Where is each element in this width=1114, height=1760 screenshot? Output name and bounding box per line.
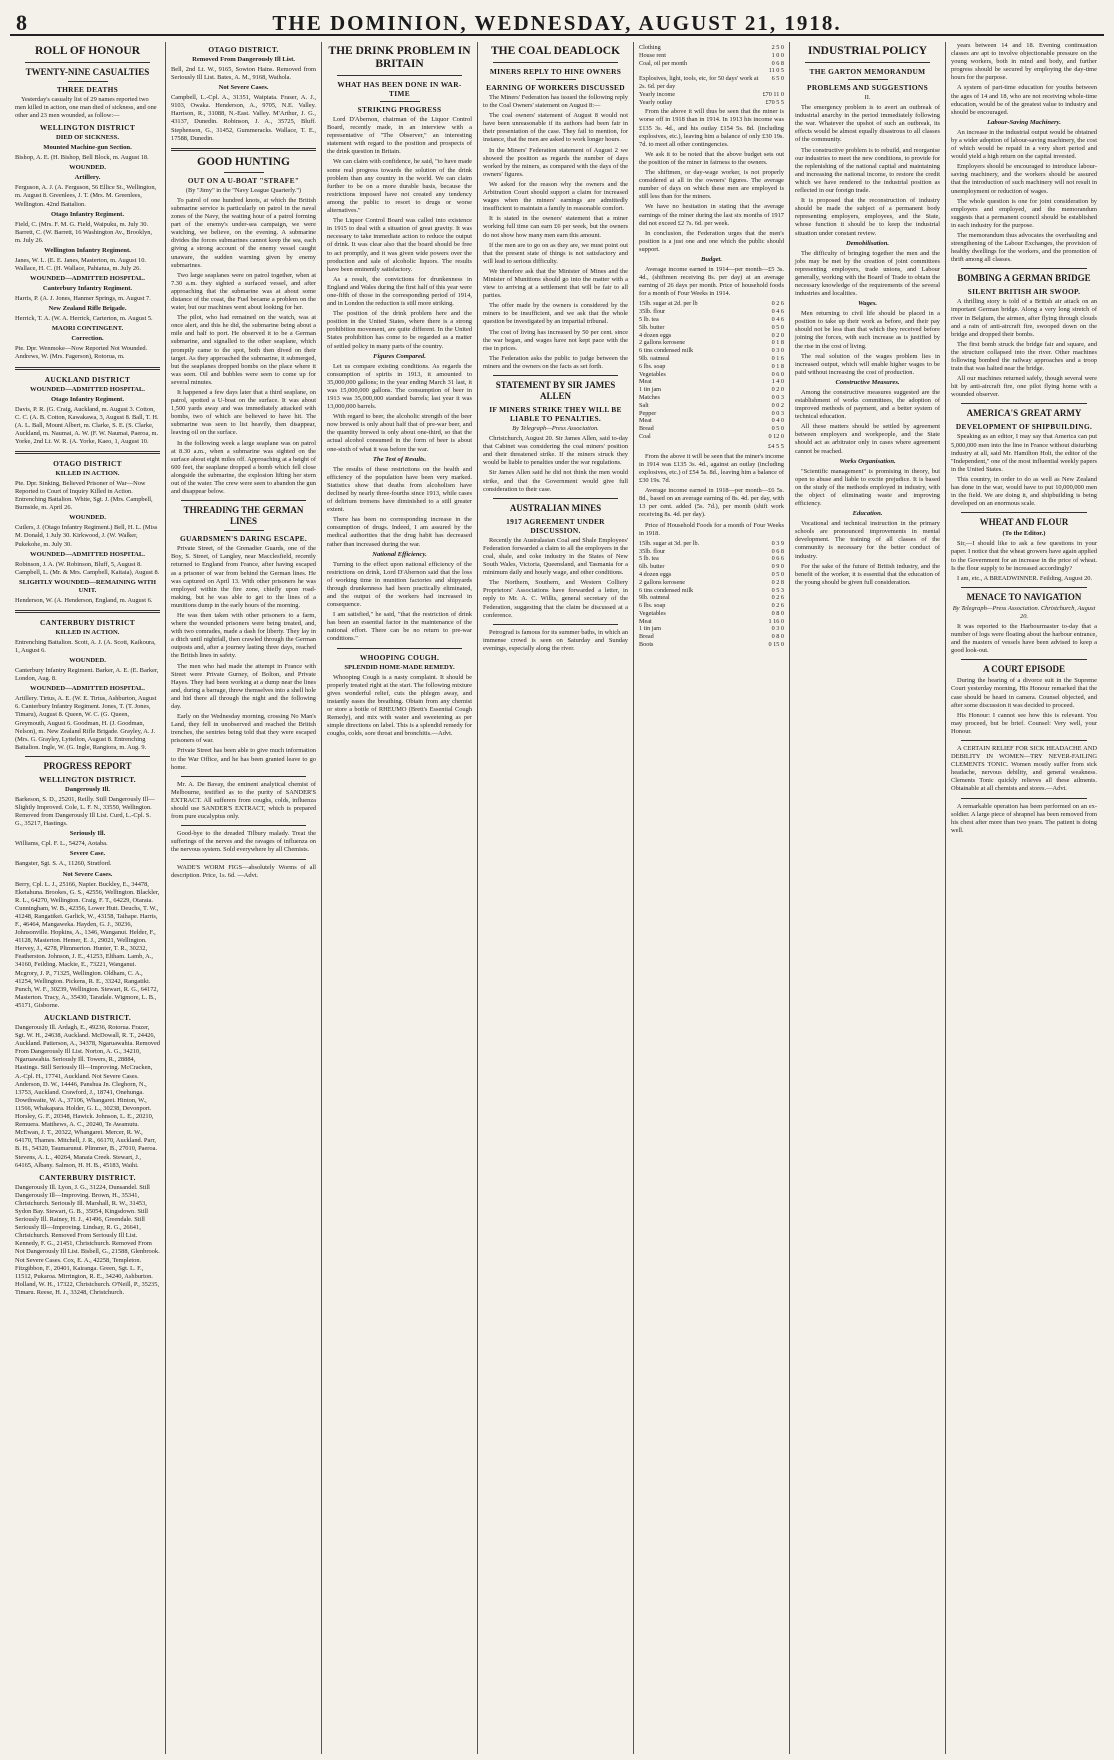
page-number: 8 <box>16 10 27 35</box>
budget-table-1918 <box>639 540 784 649</box>
table-amount: £70 5 5 <box>765 98 784 106</box>
table-item: House rent <box>639 51 666 59</box>
casualty-entry: Herrick, T. A. (W. A. Herrick, Carterton, m. August 5. <box>15 315 153 323</box>
article-paragraph: A thrilling story is told of a British air attack on an important German bridge. Along a very long stretch of river in Belgium, the airmen, after flying through clouds and a rain of anti-aircraft fire, swooped down on the bridge and dropped their bombs. <box>951 298 1097 338</box>
casualty-entry: Entrenching Battalion. Scott, A. J. (A. Scott, Kaikoura, 1, August 6. <box>15 638 156 654</box>
article-paragraph: From the above it will thus be seen that the miner is worse off in 1918 than in 1914. In 1913 his income was £135 3s. 4d., and his outlay £154 5s. 8d. (including explosives, etc.), leaving him a balance of only £30 19s. 7d. to meet all other contingencies. <box>639 108 784 148</box>
article-paragraph: The real solution of the wages problem lies in increased output, which will enable higher wages to be paid without increasing the cost of production. <box>795 352 940 376</box>
table-item: Coal <box>639 432 651 440</box>
table-row <box>639 52 784 60</box>
progress-entry: Bangster, Sgt. S. A., 11260, Stratford. <box>15 860 112 868</box>
table-amount: 0 3 9 <box>771 539 784 547</box>
article-paragraph: Lord D'Abernon, chairman of the Liquor Control Board, recently made, in an interview with a representative of "The Observer," an interesting statement with regard to the position and prospects of the drink question in Britain. <box>327 116 472 156</box>
district-heading: AUCKLAND DISTRICT <box>44 374 131 384</box>
table-row <box>639 579 784 587</box>
table-item: Bread <box>639 425 654 433</box>
columns <box>10 42 1104 1754</box>
table-row <box>639 587 784 595</box>
table-amount: 2 5 0 <box>771 44 784 51</box>
article-paragraph: Sir James Allen said he did not think the men would strike, and that the Government would give full consideration to their case. <box>483 469 628 493</box>
table-item: Meat <box>639 617 652 625</box>
article-paragraph: I am, etc., A BREADWINNER. Feilding, August 20. <box>957 574 1093 582</box>
advertisement: Mr. A. De Bavay, the eminent analytical chemist of Melbourne, testified as to the purity of SANDER'S EXTRACT. All sufferers from coughs, colds, influenza should use SANDER'S EXTRACT, which is prepared from pure eucalyptus only. <box>171 780 316 821</box>
article-paragraph: If the men are to go on as they are, we must point out that the present state of things is not satisfactory and will lead to serious difficulty. <box>483 241 628 265</box>
table-amount: 0 2 6 <box>771 300 784 308</box>
article-paragraph: Two large seaplanes were on patrol together, when at 7.30 a.m. they sighted a surfaced vessel, and after approaching that the submarine was at about some distance of the coast, the Fuel became a problem on the water, but our machines went about looking for her. <box>171 271 316 312</box>
casualty-entry: Robinson, J. A. (W. Robinson, Bluff, 5, August 8. Campbell, L. (Mr. & Mrs. Campbell, Kaitaia), August 8. <box>15 560 160 576</box>
column-6: INDUSTRIAL POLICY THE GARTON MEMORANDUM PROBLEMS AND SUGGESTIONS II. The emergency problem is to avert an outbreak of industrial anarchy in the period immediately following the war. Whatever the upshot of such an outbreak, its effects would be almost equally disastrous to all classes of the community. The constructive problem is to rebuild, and reorganise our industries to meet the new conditions, to provide for the replenishing of the national capital and maintaining and increasing the national income, to restore the credit which we have rendered to the industrial position as reflected in our foreign trade. It is proposed that the reconstruction of industry should be made the subject of a permanent body representing employers, employees, and the State, whose function it should be to keep the industrial situation under constant review. Demobilisation. The difficulty of bringing together the men and the jobs may be met by the creation of joint committees representing employers, trade unions, and Labour generally, working with the Board of Trade to obtain the necessary knowledge of the requirements of the several industries and localities. Wages. Men returning to civil life should be placed in a position to take up their work as before, and their pay should not be less than that which they received before joining the forces, with such increase as is justified by the rise in the cost of living. The real solution of the wages problem lies in increased output, which will enable higher wages to be paid without increasing the cost of production. Constructive Measures. Among the constructive measures suggested are the establishment of works committees, the adoption of improved methods of payment, and a better system of technical education. All these matters should be settled by agreement between employers and workpeople, and the State should act as arbitrator only in cases where agreement cannot be reached. Works Organisation. "Scientific management" is promising in theory, but open to abuse and liable to excite prejudice. It is based on the study of the methods employed in industry, with the object of eliminating waste and improving efficiency. Education. Vocational and technical instruction in the primary schools are pronounced improvements in mental development. The training of all classes of the community is necessary for the better conduct of industry. For the sake of the future of British industry, and the benefit of the worker, it is essential that the education of the young should be given full consideration. <box>790 42 946 1754</box>
article-paragraph: The cost of living has increased by 50 per cent. since the war began, and wages have not kept pace with the rise in prices. <box>483 328 628 352</box>
progress-entry: Barkeson, S. D., 25201, Reilly. Still Dangerously Ill—Slightly Improved. Cole, L. F. N., 33550, Wellington. Removed from Dangerously Ill List. Curd, L.-Cpl. S. G., 35217, Hastings. <box>15 795 155 828</box>
district-heading: WELLINGTON DISTRICT <box>39 123 136 133</box>
table-item: 4 dozen eggs <box>639 331 672 339</box>
table-item: 6 lbs. soap <box>639 602 666 610</box>
progress-entry: Williams, Cpl. F. L., 54274, Aotaba. <box>15 840 108 848</box>
advertisement: WADE'S WORM FIGS—absolutely Worms of all description. Price, 1s. 6d. —Advt. <box>171 863 316 879</box>
table-row <box>639 540 784 548</box>
casualty-entry: Pte. Dpr. Sinking, Believed Prisoner of War—Now Reported to Court of Inquiry Killed in Action. Entrenching Battalion. White, Sgt. J. (Mrs. Campbell, Burnside, m. April 26. <box>15 479 153 512</box>
article-paragraph: The Liquor Control Board was called into existence in 1915 to deal with a situation of great gravity. It was necessary to take immediate action to reduce the output of drink. It was clear also that the board should be free to act promptly, and it was given wide powers over the production and sale of alcoholic liquors. The results have been eminently satisfactory. <box>327 217 472 273</box>
table-row <box>639 618 784 626</box>
article-paragraph: "Scientific management" is promising in theory, but open to abuse and liable to excite prejudice. It is based on the study of the methods employed in industry, with the object of eliminating waste and improving efficiency. <box>795 467 940 508</box>
casualty-entry: Canterbury Infantry Regiment. Barker, A. E. (E. Barker, London, Aug. 8. <box>15 667 159 683</box>
table-row <box>639 355 784 363</box>
table-row <box>639 332 784 340</box>
table-row <box>639 44 784 52</box>
allen-statement-headline: STATEMENT BY SIR JAMES ALLEN <box>495 380 616 401</box>
table-item: 15lb. sugar at 3d. per lb. <box>639 539 700 547</box>
table-item: Coal, oil per month <box>639 59 688 67</box>
table-item: 6lb. butter <box>639 563 665 571</box>
table-amount: 0 2 0 <box>771 331 784 339</box>
article-paragraph: Vocational and technical instruction in the primary schools are pronounced improvements in mental development. The training of all classes of the community is necessary for the better conduct of industry. <box>795 520 940 560</box>
table-amount: 0 15 0 <box>768 641 784 649</box>
article-paragraph: The offer made by the owners is considered by the miners to be insufficient, and we ask that the whole question be investigated by an impartial tribunal. <box>483 302 628 326</box>
casualty-entry: Artillery. Tirtus, A. E. (W. E. Tirtus, Ashburton, August 6. Canterbury Infantry Regiment. Jones, T. (T. Jones, Timaru), August 8. Queen, W. C. (G. Queen, Greymouth, August 6. Goodman, H. (J. Goodman, Nelson), m. New Zealand Rifle Brigade. Grayley, A. J. (Mrs. G. Grayley, Lyttelton, August 8. Entrenching Battalion. Ingle, W. (G. Ingle, Rangiora, m. Aug. 9. <box>15 695 157 751</box>
newspaper-title: THE DOMINION, WEDNESDAY, AUGUST 21, 1918. <box>272 11 842 35</box>
article-paragraph: We ask it to be noted that the above budget sets out the position of the miner in fairness to the owners. <box>639 150 784 166</box>
table-row <box>639 91 784 99</box>
table-amount: 0 12 0 <box>768 432 784 440</box>
table-row <box>639 67 784 75</box>
article-paragraph: We therefore ask that the Minister of Mines and the Minister of Munitions should go into the matter with a view to arriving at a settlement that will be fair to all parties. <box>483 267 628 300</box>
table-amount: 11 0 5 <box>768 67 784 75</box>
masthead <box>10 6 1104 36</box>
table-amount: 6 5 0 <box>771 75 784 83</box>
table-amount: 0 2 0 <box>771 386 784 394</box>
article-paragraph: The difficulty of bringing together the men and the jobs may be met by the creation of joint committees representing employers, trade unions, and Labour generally, working with the Board of Trade to obtain the necessary knowledge of the requirements of the several industries and localities. <box>795 249 940 298</box>
article-paragraph: Let us compare existing conditions. As regards the consumption of spirits in 1913, it amounted to 35,000,000 gallons; in the year ending March 31 last, it was 15,000,000 gallons. The consumption of beer in 1913 was 35,000,000 standard barrels; last year it was 13,000,000 barrels. <box>327 362 472 411</box>
table-row <box>639 378 784 386</box>
article-paragraph: The Federation asks the public to judge between the miners and the owners on the facts as set forth. <box>483 354 628 370</box>
article-paragraph: The men who had made the attempt in France with Street were Private Gurney, of Bolton, and Private Hayes. They had been working at a dump near the lines and, during a barrage, threw themselves into a shell hole and hid there all through the night and the following day. <box>171 662 316 710</box>
table-row <box>639 99 784 107</box>
article-paragraph: In the Miners' Federation statement of August 2 we showed the position as regards the number of days worked by the miners, as compared with the days of the owners' figures. <box>483 146 628 178</box>
table-row <box>639 308 784 316</box>
drink-problem-headline: THE DRINK PROBLEM IN BRITAIN <box>328 45 471 70</box>
table-item: Yearly income <box>639 90 675 98</box>
article-paragraph: Speaking as an editor, I may say that America can put 5,000,000 men into the line in France without disturbing industry at all, said Mr. Hamilton Holt, the editor of the "Independent," one of the most influential weekly papers in the United States. <box>951 433 1097 473</box>
table-row <box>639 386 784 394</box>
table-amount: 0 6 8 <box>771 547 784 555</box>
article-paragraph: All our machines returned safely, though several were hit by anti-aircraft fire, one pilot flying home with a wounded observer. <box>951 375 1097 399</box>
table-amount: 1 16 0 <box>768 617 784 625</box>
table-amount: 0 5 0 <box>771 425 784 433</box>
table-amount: 0 6 6 <box>771 555 784 563</box>
district-heading: OTAGO DISTRICT <box>53 458 122 468</box>
article-paragraph: The results of these restrictions on the health and efficiency of the population have been very marked. Statistics show that deaths from alcoholism have declined by nearly three-fourths since 1913, while cases of delirium tremens have diminished to a still greater extent. <box>327 465 472 514</box>
court-episode-headline: A COURT EPISODE <box>982 664 1066 675</box>
table-row <box>639 602 784 610</box>
article-paragraph: Christchurch, August 20. Sir James Allen, said to-day that Cabinet was considering the coal miners' position and their threatened strike. If the miners struck they would be liable to penalties under the war regulations. <box>483 435 628 467</box>
article-paragraph: We asked for the reason why the owners and the Arbitration Court should support a claim for increased wages when the miners' earnings are admittedly insufficient to maintain a family in reasonable comfort. <box>483 180 628 213</box>
progress-entry: Bell, 2nd Lt. W., 9165, Sowton Hains. Removed from Seriously Ill List. Bates, A. M., 9168, Waihola. <box>171 66 316 82</box>
table-item: Explosives, light, tools, etc, for 50 days' work at 2s. 6d. per day <box>639 75 759 90</box>
article-paragraph: The pilot, who had remained on the watch, was at once alert, and this he did, the submarine being about a mile and half to port. He observed it to be a German submarine, and signalled to the other seaplane, which promptly came to the spot, both then dived on their target. As they approached the submarine, it submerged, but the seaplanes dropped bombs on the place where it was seen. Oil and bubbles were seen to come up for several minutes. <box>171 314 316 386</box>
table-amount: 0 1 8 <box>771 362 784 370</box>
article-paragraph: From the above it will be seen that the miner's income in 1914 was £135 3s. 4d., against an outlay (including explosives, etc.) of £54 5s. 8d., leaving him a balance of £30 19s. 7d. <box>639 452 784 485</box>
article-paragraph: It is stated in the owners' statement that a miner working full time can earn £6 per week, but the owners do not show how many men earn this amount. <box>483 215 628 239</box>
district-heading: CANTERBURY DISTRICT <box>40 617 135 627</box>
article-paragraph: To patrol of one hundred knots, at which the British submarine service is particularly on patrol in the naval zones of the Navy, the waiting hour of a patrol forming part of the enemy's under-sea campaign, we were watching, we believe, on the evening. A submarine divides the forces submarines cannot keep the sea, each giving a strong account of the enemy vessel caught unaware, the sudden warning given by enemy submarines. <box>171 196 316 269</box>
table-amount: 0 0 2 <box>771 401 784 409</box>
table-item: 5 lb. tea <box>639 555 659 563</box>
budget-total: £4 5 5 <box>768 442 784 450</box>
table-amount: 0 1 6 <box>771 354 784 362</box>
article-paragraph: Sir,—I should like to ask a few questions in your paper. I notice that the wheat growers have again applied to the Government for an increase in the price of wheat. Is the flour supply to be increased accordingly? <box>951 540 1097 572</box>
table-item: Bread <box>639 633 654 641</box>
article-paragraph: In conclusion, the Federation urges that the men's position is a just one and one which the public should support. <box>639 229 784 253</box>
threading-headline: THREADING THE GERMAN LINES <box>183 505 304 527</box>
table-amount: 0 4 6 <box>771 308 784 316</box>
table-amount: 0 5 0 <box>771 570 784 578</box>
column-2: OTAGO DISTRICT. Removed From Dangerously Ill List. Bell, 2nd Lt. W., 9165, Sowton Hains. Removed from Seriously Ill List. Bates, A. M., 9168, Waihola. Not Severe Cases. Campbell, L.-Cpl. A., 31351, Waipiata. Fraser, A. J., 9103, Owaka. Henderson, A., 9705, N.E. Valley. Harrison, R., 31088, N.-East. Valley. M'Arthur, J. G., 43137, Dunedin. Robinson, J. A., 35725, Bluff. Stephenson, G., 31452, Gummeracks. Wallace, T. E., 17588, Dunedin. GOOD HUNTING OUT ON A U-BOAT "STRAFE" (By "Jimy" in the "Navy League Quarterly.") To patrol of one hundred knots, at which the British submarine service is particularly on patrol in the naval zones of the Navy, the waiting hour of a patrol forming part of the enemy's under-sea campaign, we were watching, we believe, on the evening. A submarine divides the forces submarines cannot keep the sea, each giving a strong account of the enemy vessel caught unaware, the sudden warning given by enemy submarines. Two large seaplanes were on patrol together, when at 7.30 a.m. they sighted a surfaced vessel, and after approaching that the submarine was at about some distance of the coast, the Fuel became a problem on the water, but our machines went about looking for her. The pilot, who had remained on the watch, was at once alert, and this he did, the submarine being about a mile and half to port. He observed it to be a German submarine, and signalled to the other seaplane, which promptly came to the spot, both then dived on their target. As they approached the submarine, it submerged, but the seaplanes dropped bombs on the place where it was seen. Oil and bubbles were seen to come up for several minutes. It happened a few days later that a third seaplane, on patrol, spotted a U-boat on the surface. It was about 1,500 yards away and was immediately attacked with bombs, two of which are believed to have hit. The submarine was seen to list heavily, then disappear, leaving oil on the surface. In the following week a large seaplane was on patrol at 8.30 a.m., when a submarine was sighted on the surface about eight miles off. Approaching at a height of 600 feet, the seaplane dropped a bomb which fell close alongside the submarine, the explosion lifting her stern out of the water. The crew were seen to abandon the gun and disappear below. THREADING THE GERMAN LINES GUARDSMEN'S DARING ESCAPE. Private Street, of the Grenadier Guards, one of the Boy, S. Street, of Langley, near Macclesfield, recently returned to England from France, after having escaped as a prisoner of war from behind the German lines. He was captured on April 13. With other prisoners he was employed within the fire zone, chiefly upon road-making, but he was able to get to the lines of a munitions dump in the early hours of the morning. He was then taken with other prisoners to a farm, where the wounded prisoners were being treated, and, with two comrades, made a dash for liberty. They lay in a ditch until nightfall, then crawled through the German outposts and, after a journey lasting three days, reached the British lines in safety. The men who had made the attempt in France with Street were Private Gurney, of Bolton, and Private Hayes. They had been working at a dump near the lines and, during a barrage, threw themselves into a shell hole and hid there all through the night and the following day. Early on the Wednesday morning, crossing No Man's Land, they fell in unobserved and reached the British trenches, the sentries being told that they were escaped prisoners of war. Private Street has been able to give much information to the War Office, and he has been granted leave to go home. Mr. A. De Bavay, the eminent analytical chemist of Melbourne, testified as to the purity of SANDER'S EXTRACT. All sufferers from coughs, colds, influenza should use SANDER'S EXTRACT, which is prepared from pure eucalyptus only. Good-bye to the dreaded Tilbury malady. Treat the sufferings of the nerves and the ravages of influenza on the nervous system. Sold everywhere by all Chemists. WADE'S WORM FIGS—absolutely Worms of all description. Price, 1s. 6d. —Advt. <box>166 42 322 1754</box>
article-paragraph: The whole question is one for joint consideration by employers and employed, and the memorandum suggests that a permanent council should be established in each industry for the purpose. <box>951 197 1097 229</box>
article-paragraph: Among the constructive measures suggested are the establishment of works committees, the adoption of improved methods of payment, and a better system of technical education. <box>795 388 940 421</box>
table-item: Vegetables <box>639 370 666 378</box>
table-item: 2 gallons kerosene <box>639 339 686 347</box>
column-5: Clothing 2 5 0 House rent 1 0 0 Coal, oil per month 0 6 8 11 0 5 Explosives, light, tools, etc, for 50 days' work at 2s. 6d. per day 6 5 0 Yearly income £70 11 0 Yearly outlay £70 5 5 From the above it will thus be seen that the miner is worse off in 1918 than in 1914. In 1913 his income was £135 3s. 4d., and his outlay £154 5s. 8d. (including explosives, etc.), leaving him a balance of only £30 19s. 7d. to meet all other contingencies. We ask it to be noted that the above budget sets out the position of the miner in fairness to the owners. The shiftmen, or day-wage worker, is not properly considered at all in the owners' figures. The average number of days on which these men are employed is still less than for the miners. We have no hesitation in stating that the average earnings of the miner during the last six months of 1917 did not exceed £2 7s. 6d. per week. In conclusion, the Federation urges that the men's position is a just one and one which the public should support. Budget. Average income earned in 1914—per month—£5 3s. 4d., (shiftmen receiving 8s. per day) at an average earning of 26 days per month. Price of household foods for a month of Four Weeks in 1914. 15lb. sugar at 2d. per lb 0 2 6 35lb. flour 0 4 6 5 lb. tea 0 4 6 5lb. butter 0 5 0 4 dozen eggs 0 2 0 2 gallons kerosene 0 1 8 6 tins condensed milk 0 3 0 9lb. oatmeal 0 1 6 6 lbs. soap 0 1 8 Vegetables 0 6 0 Meat 1 4 0 1 tin jam 0 2 0 Matches 0 0 3 Salt 0 0 2 Pepper 0 0 3 Meat 0 4 0 Bread 0 5 0 Coal 0 12 0 £4 5 5 From the above it will be seen that the miner's income in 1914 was £135 3s. 4d., against an outlay (including explosives, etc.) of £54 5s. 8d., leaving him a balance of £30 19s. 7d. Average income earned in 1918—per month—£6 5s. 8d., based on an average earning of 8s. 4d. per day, with 13 per cent. added (5s. 7d.), per month (shift work receiving 8s. 4d. per day). Price of Household Foods for a month of Four Weeks in 1918. 15lb. sugar at 3d. per lb. 0 3 9 35lb. flour 0 6 8 5 lb. tea 0 6 6 6lb. butter 0 9 0 4 dozen eggs 0 5 0 2 gallons kerosene 0 2 8 6 tins condensed milk 0 5 3 9lb. oatmeal 0 2 6 6 lbs. soap 0 2 6 Vegetables 0 8 0 Meat 1 16 0 1 tin jam 0 3 0 Bread 0 8 0 Boots 0 15 0 <box>634 42 790 1754</box>
table-row <box>639 425 784 433</box>
table-item: 1 tin jam <box>639 625 661 633</box>
table-row <box>639 75 784 91</box>
table-amount: 1 0 0 <box>771 51 784 59</box>
article-paragraph: Private Street, of the Grenadier Guards, one of the Boy, S. Street, of Langley, near Macclesfield, recently returned to England from France, after having escaped as a prisoner of war from behind the German lines. He was captured on April 13. With other prisoners he was employed within the fire zone, chiefly upon road-making, but he was able to get to the lines of a munitions dump in the early hours of the morning. <box>171 545 316 609</box>
table-amount: 0 0 3 <box>771 409 784 417</box>
table-row <box>639 402 784 410</box>
article-paragraph: The memorandum thus advocates the overhauling and strengthening of the Labour Exchanges, the provision of healthy dwellings for the workers, and the promotion of thrift among all classes. <box>951 231 1097 264</box>
table-amount: 0 1 8 <box>771 339 784 347</box>
article-paragraph: Early on the Wednesday morning, crossing No Man's Land, they fell in unobserved and reached the British trenches, the sentries being told that they were escaped prisoners of war. <box>171 713 316 745</box>
table-row <box>639 417 784 425</box>
table-row <box>639 433 784 441</box>
table-item: 2 gallons kerosene <box>639 578 686 586</box>
table-amount: 0 8 0 <box>771 609 784 617</box>
table-amount: 1 4 0 <box>771 378 784 386</box>
table-amount: 0 9 0 <box>771 563 784 571</box>
table-row <box>639 363 784 371</box>
table-item: Meat <box>639 378 652 386</box>
australian-mines-headline: AUSTRALIAN MINES <box>509 502 602 513</box>
table-row <box>639 324 784 332</box>
article-paragraph: Petrograd is famous for its summer baths, in which an immense crowd is seen on Saturday and Sunday evenings, especially along the river. <box>483 628 628 652</box>
table-amount: 0 3 0 <box>771 347 784 355</box>
table-item: 5 lb. tea <box>639 315 659 323</box>
article-paragraph: He was then taken with other prisoners to a farm, where the wounded prisoners were being treated, and, with two comrades, made a dash for liberty. They lay in a ditch until nightfall, then crawled through the German outposts and, after a journey lasting three days, reached the British lines in safety. <box>171 611 316 660</box>
table-amount: 0 0 3 <box>771 393 784 401</box>
table-row <box>639 60 784 68</box>
table-item: Matches <box>639 393 660 401</box>
whooping-cough-headline: WHOOPING COUGH. <box>359 652 440 662</box>
article-paragraph: His Honour: I cannot see how this is relevant. You may proceed, but be brief. Counsel: Very well, your Honour. <box>951 711 1097 735</box>
budget-table-top <box>639 44 784 106</box>
table-item: 35lb. flour <box>639 308 666 316</box>
article-paragraph: As a result, the convictions for drunkenness in England and Wales during the first half of this year were one-fifth of those in the corresponding period of 1914, and in London the reduction is still more striking. <box>327 275 472 308</box>
article-paragraph: This country, in order to do as well as New Zealand has done in the war, would have to put 10,000,000 men in the field. We are doing it, and shipbuilding is being developed on an enormous scale. <box>951 475 1097 508</box>
wheat-flour-headline: WHEAT AND FLOUR <box>979 517 1069 528</box>
table-row <box>639 347 784 355</box>
column-3: THE DRINK PROBLEM IN BRITAIN WHAT HAS BEEN DONE IN WAR-TIME STRIKING PROGRESS Lord D'Abernon, chairman of the Liquor Control Board, recently made, in an interview with a representative of "The Observer," an interesting statement with regard to the position and prospects of the drink question in Britain. We can claim with confidence, he said, "to have made some real progress towards the solution of the drink problem than any country in the world. We can claim further to be on a more durable basis, because the restrictions imposed have not created any tendency among the public to resort to drugs or worse alternatives." The Liquor Control Board was called into existence in 1915 to deal with a situation of great gravity. It was necessary to take immediate action to reduce the output of drink. It was clear also that the board should be free to act promptly, and it was given wide powers over the production and sale of alcoholic liquors. The results have been eminently satisfactory. As a result, the convictions for drunkenness in England and Wales during the first half of this year were one-fifth of those in the corresponding period of 1914, and in London the reduction is still more striking. The position of the drink problem here and the position in the United States, where there is a strong prohibition movement, are quite different. In the United States prohibition has come to be regarded as a matter of settled policy in many parts of the country. Figures Compared. Let us compare existing conditions. As regards the consumption of spirits in 1913, it amounted to 35,000,000 gallons; in the year ending March 31 last, it was 15,000,000 gallons. The consumption of beer in 1913 was 35,000,000 standard barrels; last year it was 13,000,000 barrels. With regard to beer, the alcoholic strength of the beer now brewed is only about half that of pre-war beer, and the quantity brewed is only about one-third, so that the actual alcohol consumed in the form of beer is about one-sixth of what it was before the war. The Test of Results. The results of these restrictions on the health and efficiency of the population have been very marked. Statistics show that deaths from alcoholism have declined by nearly three-fourths since 1913, while cases of delirium tremens have diminished to a still greater extent. There has been no corresponding increase in the consumption of drugs. Indeed, I am assured by the medical authorities that the drug habit has decreased rather than increased during the war. National Efficiency. Turning to the effect upon national efficiency of the restrictions on drink, Lord D'Abernon said that the loss of working time in munition factories and shipyards through drunkenness had been practically eliminated, and the output of the workers had increased in consequence. I am satisfied," he said, "that the restriction of drink has been an essential factor in the maintenance of the national effort. There can be no return to pre-war conditions." WHOOPING COUGH. SPLENDID HOME-MADE REMEDY. Whooping Cough is a nasty complaint. It should be properly treated right at the start. The following mixture gives wonderful relief, cuts the phlegm away, and instantly eases the breathing. Obtain from any chemist or store a bottle of RHEUMO (Brett's Essential Cough Remedy), and mix with water and sweetening as per simple directions on label. This is a splendid remedy for coughs, colds, sore throat and bronchitis.—Advt. <box>322 42 478 1754</box>
article-paragraph: A remarkable operation has been performed on an ex-soldier. A large piece of shrapnel has been removed from his chest after more than two years. The patient is doing well. <box>951 802 1097 834</box>
budget-table-1914 <box>639 300 784 440</box>
progress-entry: Campbell, L.-Cpl. A., 31351, Waipiata. Fraser, A. J., 9103, Owaka. Henderson, A., 9705, N.E. Valley. Harrison, R., 31088, N.-East. Valley. M'Arthur, J. G., 43137, Dunedin. Robinson, J. A., 35725, Bluff. Stephenson, G., 31452, Gummeracks. Wallace, T. E., 17588, Dunedin. <box>171 94 316 142</box>
america-army-headline: AMERICA'S GREAT ARMY <box>966 408 1082 419</box>
table-item: 1 tin jam <box>639 386 661 394</box>
article-paragraph: During the hearing of a divorce suit in the Supreme Court yesterday morning, His Honour remarked that the case should be heard in camera. Counsel objected, and after some discussion it was decided to proceed. <box>951 677 1097 709</box>
table-row <box>639 571 784 579</box>
column-7: years between 14 and 18. Evening continuation classes are apt to involve objectionable pressure on the young workers, both in mind and body, and further progress should be secured by employing the day-time hours for the purpose. A system of part-time education for youths between the ages of 14 and 18, who are not receiving whole-time education, would be of the greatest value to industry and should be encouraged. Labour-Saving Machinery. An increase in the industrial output would be obtained by a wider adoption of labour-saving machinery, the cost of which would be repaid in a very short period and would yield a high return on the capital invested. Employers should be encouraged to introduce labour-saving machinery, and the workers should be assured that the introduction of such machinery will not result in unemployment or reduction of wages. The whole question is one for joint consideration by employers and employed, and the memorandum suggests that a permanent council should be established in each industry for the purpose. The memorandum thus advocates the overhauling and strengthening of the Labour Exchanges, the provision of healthy dwellings for the workers, and the promotion of thrift among all classes. BOMBING A GERMAN BRIDGE SILENT BRITISH AIR SWOOP. A thrilling story is told of a British air attack on an important German bridge. Along a very long stretch of river in Belgium, the airmen, after flying through clouds and a rain of anti-aircraft fire, swooped down on the bridge and dropped their bombs. The first bomb struck the bridge fair and square, and the structure collapsed into the river. Other machines following bombed the railway approaches and a troop train that was halted near the bridge. All our machines returned safely, though several were hit by anti-aircraft fire, one pilot flying home with a wounded observer. AMERICA'S GREAT ARMY DEVELOPMENT OF SHIPBUILDING. Speaking as an editor, I may say that America can put 5,000,000 men into the line in France without disturbing industry at all, said Mr. Hamilton Holt, the editor of the "Independent," one of the most influential weekly papers in the United States. This country, in order to do as well as New Zealand has done in the war, would have to put 10,000,000 men in the field. We are doing it, and shipbuilding is being developed on an enormous scale. WHEAT AND FLOUR (To the Editor.) Sir,—I should like to ask a few questions in your paper. I notice that the wheat growers have again applied to the Government for an increase in the price of wheat. Is the flour supply to be increased accordingly? I am, etc., A BREADWINNER. Feilding, August 20. MENACE TO NAVIGATION By Telegraph—Press Association. Christchurch, August 20. It was reported to the Harbourmaster to-day that a number of logs were floating about the harbour entrance, and the masters of vessels have been advised to keep a good look-out. A COURT EPISODE During the hearing of a divorce suit in the Supreme Court yesterday morning, His Honour remarked that the case should be heard in camera. Counsel objected, and after some discussion it was decided to proceed. His Honour: I cannot see how this is relevant. You may proceed, but be brief. Counsel: Very well, your Honour. A CERTAIN RELIEF FOR SICK HEADACHE AND DEBILITY IN WOMEN—TRY NEVER-FAILING CLEMENTS TONIC. Women mostly suffer from sick headache, nervous debility, and general weakness. Clements Tonic quickly relieves all these ailments. Obtainable at all chemists and stores.—Advt. A remarkable operation has been performed on an ex-soldier. A large piece of shrapnel has been removed from his chest after more than two years. The patient is doing well. <box>951 42 1097 834</box>
roll-of-honour-heading: ROLL OF HONOUR <box>35 45 140 57</box>
table-amount: 0 4 0 <box>771 417 784 425</box>
table-amount: 0 6 8 <box>771 59 784 67</box>
article-paragraph: I am satisfied," he said, "that the restriction of drink has been an essential factor in the maintenance of the national effort. There can be no return to pre-war conditions." <box>327 611 472 643</box>
table-amount: 0 2 8 <box>771 578 784 586</box>
table-amount: £70 11 0 <box>762 90 784 98</box>
table-item: Pepper <box>639 409 657 417</box>
article-paragraph: The Miners' Federation has issued the following reply to the Coal Owners' statement on August 8:— <box>483 94 628 110</box>
article-paragraph: All these matters should be settled by agreement between employers and workpeople, and the State should act as arbitrator only in cases where agreement cannot be reached. <box>795 423 940 455</box>
table-item: Salt <box>639 401 649 409</box>
article-paragraph: An increase in the industrial output would be obtained by a wider adoption of labour-saving machinery, the cost of which would be repaid in a very short period and would yield a high return on the capital invested. <box>951 128 1097 161</box>
article-paragraph: Private Street has been able to give much information to the War Office, and he has been granted leave to go home. <box>171 747 316 771</box>
bombing-bridge-headline: BOMBING A GERMAN BRIDGE <box>957 273 1091 284</box>
article-paragraph: There has been no corresponding increase in the consumption of drugs. Indeed, I am assured by the medical authorities that the drug habit has decreased rather than increased during the war. <box>327 516 472 548</box>
table-item: 15lb. sugar at 2d. per lb <box>639 300 698 308</box>
article-paragraph: Employers should be encouraged to introduce labour-saving machinery, and the workers should be assured that the introduction of such machinery will not result in unemployment or reduction of wages. <box>951 163 1097 195</box>
table-item: Meat <box>639 417 652 425</box>
casualty-entry: Harris, P. (A. J. Jones, Hanmer Springs, m. August 7. <box>15 295 151 303</box>
table-row <box>639 594 784 602</box>
advertisement: A CERTAIN RELIEF FOR SICK HEADACHE AND DEBILITY IN WOMEN—TRY NEVER-FAILING CLEMENTS TONIC. Women mostly suffer from sick headache, nervous debility, and general weakness. Clements Tonic quickly relieves all these ailments. Obtainable at all chemists and stores.—Advt. <box>951 745 1097 793</box>
table-row <box>639 555 784 563</box>
article-paragraph: Price of Household Foods for a month of Four Weeks in 1918. <box>639 521 784 537</box>
article-paragraph: Men returning to civil life should be placed in a position to take up their work as before, and their pay should not be less than that which they received before joining the forces, with such increase as is justified by the rise in the cost of living. <box>795 310 940 350</box>
coal-deadlock-headline: THE COAL DEADLOCK <box>490 45 621 57</box>
table-item: Yearly outlay <box>639 98 673 106</box>
casualties-heading: TWENTY-NINE CASUALTIES <box>25 67 150 77</box>
progress-entry: Dangerously Ill. Lyon, J. G., 31224, Dunsandel. Still Dangerously Ill—Improving. Brown, H., 35341, Christchurch. Seriously Ill. Marshall, R. W., 31453, Sydon Bay. Stewart, G. B., 35054, Kingsdown. Still Seriously Ill. Rainey, H. J., 41496, Greendale. Still Seriously Ill—Improving. Lindsay, R. G., 26641, Christchurch. Removed From Seriously Ill List. Kennedy, F. G., 21451, Christchurch. Removed From Not Dangerously Ill List. Bisbell, G., 21588, Glenbrook. Not Severe Cases. Cox, E. A., 42258, Templeton. Fitzgibbon, F., 20401, Kairanga. Green, Sgt. L. F., 11512, Pukaroa. Mirrington, R. E., 34240, Ashburton. Holland, W. H., 17322, Christchurch. O'Neill, P., 35235, Timaru. Reese, H. J., 33248, Christchurch. <box>15 1183 160 1296</box>
article-paragraph: It happened a few days later that a third seaplane, on patrol, spotted a U-boat on the surface. It was about 1,500 yards away and was immediately attacked with bombs, two of which are believed to have hit. The submarine was seen to list heavily, then disappear, leaving oil on the surface. <box>171 389 316 437</box>
table-item: 6 tins condensed milk <box>639 586 694 594</box>
column-1: ROLL OF HONOUR TWENTY-NINE CASUALTIES THREE DEATHS Yesterday's casualty list of 29 names reported two men killed in action, one man died of sickness, and one other and 23 men wounded, as follow:— WELLINGTON DISTRICT DIED OF SICKNESS. Mounted Machine-gun Section. Bishop, A. E. (H. Bishop, Bell Block, m. August 18. WOUNDED. Artillery. Ferguson, A. J. (A. Ferguson, 56 Ellice St., Wellington, m. August 8. Greenlees, J. T. (Mrs. M. Greenlees, Wellington. 42nd Battalion. Otago Infantry Regiment. Field, C. (Mrs. F. M. G. Field, Waipuku, m. July 30. Barrett, C. (W. Barrett, 16 Washington Av., Brooklyn, m. July 26. Wellington Infantry Regiment. Janes, W. L. (E. E. Janes, Masterton, m. August 10. Wallace, H. C. (H. Wallace, Pahiatua, m. July 26. WOUNDED—ADMITTED HOSPITAL. Canterbury Infantry Regiment. Harris, P. (A. J. Jones, Hanmer Springs, m. August 7. New Zealand Rifle Brigade. Herrick, T. A. (W. A. Herrick, Carterton, m. August 5. MAORI CONTINGENT. Correction. Pte. Dpr. Wenmoke—Now Reported Not Wounded. Andrews, W. (Mrs. Fagerson), Rotorua, m. AUCKLAND DISTRICT WOUNDED—ADMITTED HOSPITAL. Otago Infantry Regiment. Davis, P. R. (G. Craig, Auckland, m. August 3. Cotton, C. C. (A. B. Cotton, Kawakawa, 3, August 8. Ball, T. H. (A. L. Ball, Mount Albert, m. Clarke, S. E. (S. Clarke, Auckland, m. Naumai, A. W. (F. W. Naumai, Paeroa, m. Yorke, 2nd Lt. W. R. (A. Yorke, Kaeo, 1, August 10. OTAGO DISTRICT KILLED IN ACTION. Pte. Dpr. Sinking, Believed Prisoner of War—Now Reported to Court of Inquiry Killed in Action. Entrenching Battalion. White, Sgt. J. (Mrs. Campbell, Burnside, m. April 26. WOUNDED. Cutlers, J. (Otago Infantry Regiment.) Bell, H. L. (Miss M. Donald, 1 July 30. Kirkwood, J. (W. Walker, Pukekohe, m. July 30. WOUNDED—ADMITTED HOSPITAL. Robinson, J. A. (W. Robinson, Bluff, 5, August 8. Campbell, L. (Mr. & Mrs. Campbell, Kaitaia), August 8. SLIGHTLY WOUNDED—REMAINING WITH UNIT. Henderson, W. (A. Henderson, England, m. August 6. CANTERBURY DISTRICT KILLED IN ACTION. Entrenching Battalion. Scott, A. J. (A. Scott, Kaikoura, 1, August 6. WOUNDED. Canterbury Infantry Regiment. Barker, A. E. (E. Barker, London, Aug. 8. WOUNDED—ADMITTED HOSPITAL. Artillery. Tirtus, A. E. (W. E. Tirtus, Ashburton, August 6. Canterbury Infantry Regiment. Jones, T. (T. Jones, Timaru), August 8. Queen, W. C. (G. Queen, Greymouth, August 6. Goodman, H. (J. Goodman, Nelson), m. New Zealand Rifle Brigade. Grayley, A. J. (Mrs. G. Grayley, Lyttelton, August 8. Entrenching Battalion. Ingle, W. (G. Ingle, Rangiora, m. Aug. 9. PROGRESS REPORT WELLINGTON DISTRICT. Dangerously Ill. Barkeson, S. D., 25201, Reilly. Still Dangerously Ill—Slightly Improved. Cole, L. F. N., 33550, Wellington. Removed from Dangerously Ill List. Curd, L.-Cpl. S. G., 35217, Hastings. Seriously Ill. Williams, Cpl. F. L., 54274, Aotaba. Severe Case. Bangster, Sgt. S. A., 11260, Stratford. Not Severe Cases. Berry, Cpl. L. J., 25166, Napier. Buckley, E., 34478, Eketahuna. Brookes, G. S., 42556, Wellington. Blackler, R. L., 64270, Wellington. Craig, F. T., 64229, Otaraia. Cunningham, W. B., 42356, Lower Hutt. Deuchs, T. W., 41248, Rangatikei. Garlick, W., 43158, Taihape. Harris, F., 46464, Mangaweka. Hayden, G. J., 30236, Johnsonville. Hopkins, A., 1346, Wanganui. Helder, F., 41128, Masterton. Hemer, E. J., 29021, Wellington. Hervey, J., 4278, Plimmerton. Hunter, T. R., 30232, Featherston. Johnson, J. E., 41253, Eltham. Lamb, A., 34160, Feilding. Mackie, E., 73221, Wanganui. Mcgrory, J. P., 71325, Wellington. Oldham, C. A., 41254, Wellington. Pickens, R. E., 33242, Rangatiki. Punch, W. F., 30239, Wellington. Stewart, R. G., 64172, Masterton. Tracy, A., 35430, Taradale. Wigmore, L. B., 45171, Gisborne. AUCKLAND DISTRICT. Dangerously Ill. Ardagh, E., 49236, Rotorua. Frazer, Sgt. W. H., 24638, Auckland. McDowall, R. T., 24426, Auckland. Patterson, A., 34378, Ngaruawahia. Removed From Dangerously Ill List. Norton, A. G., 34210, Ngaruawahia. Seriously Ill. Towers, R., 28884, Hastings. Still Seriously Ill—Improving. McCracken, A.-Cpl. H., 17741, Auckland. Not Severe Cases. Anderson, D. W., 14446, Panshua Jn. Cleghorn, N., 13753, Auckland. Crawford, J., 18741, Onehunga. Dowthwaite, W. A., 37106, Whangarei. Hinton, W., 11566, Whakapara. Holder, G. L., 30238, Devonport. Horsley, G. F., 20348, Hawick. Johnson, L. E., 20210, Remuera. Matthews, A. C., 20240, Te Awamutu. McEwan, J. T., 20322, Whangarei. Mercer, R. W., 64170, Thames. Mitchell, J. R., 66170, Auckland. Parr, B. H., 54320, Taumarunui. Plimmer, B., 27010, Paeroa. Stevens, A. L., 40264, Manaia Creek. Stewart, J., 64165, Albany. Salmon, H. H. B., 45183, Waihi. CANTERBURY DISTRICT. Dangerously Ill. Lyon, J. G., 31224, Dunsandel. Still Dangerously Ill—Improving. Brown, H., 35341, Christchurch. Seriously Ill. Marshall, R. W., 31453, Sydon Bay. Stewart, G. B., 35054, Kingsdown. Still Seriously Ill. Rainey, H. J., 41496, Greendale. Still Seriously Ill—Improving. Lindsay, R. G., 26641, Christchurch. Removed From Seriously Ill List. Kennedy, F. G., 21451, Christchurch. Removed From Not Dangerously Ill List. Bisbell, G., 21588, Glenbrook. Not Severe Cases. Cox, E. A., 42258, Templeton. Fitzgibbon, F., 20401, Kairanga. Green, Sgt. L. F., 11512, Pukaroa. Mirrington, R. E., 34240, Ashburton. Holland, W. H., 17322, Christchurch. O'Neill, P., 35235, Timaru. Reese, H. J., 33248, Christchurch. <box>10 42 166 1754</box>
table-item: Vegetables <box>639 609 666 617</box>
progress-entry: Dangerously Ill. Ardagh, E., 49236, Rotorua. Frazer, Sgt. W. H., 24638, Auckland. McDowall, R. T., 24426, Auckland. Patterson, A., 34378, Ngaruawahia. Removed From Dangerously Ill List. Norton, A. G., 34210, Ngaruawahia. Seriously Ill. Towers, R., 28884, Hastings. Still Seriously Ill—Improving. McCracken, A.-Cpl. H., 17741, Auckland. Not Severe Cases. Anderson, D. W., 14446, Panshua Jn. Cleghorn, N., 13753, Auckland. Crawford, J., 18741, Onehunga. Dowthwaite, W. A., 37106, Whangarei. Hinton, W., 11566, Whakapara. Holder, G. L., 30238, Devonport. Horsley, G. F., 20348, Hawick. Johnson, L. E., 20210, Remuera. Matthews, A. C., 20240, Te Awamutu. McEwan, J. T., 20322, Whangarei. Mercer, R. W., 64170, Thames. Mitchell, J. R., 66170, Auckland. Parr, B. H., 54320, Taumarunui. Plimmer, B., 27010, Paeroa. Stevens, A. L., 40264, Manaia Creek. Stewart, J., 64165, Albany. Salmon, H. H. B., 45183, Waihi. <box>15 1024 160 1169</box>
table-row <box>639 300 784 308</box>
article-paragraph: Turning to the effect upon national efficiency of the restrictions on drink, Lord D'Abernon said that the loss of working time in munition factories and shipyards through drunkenness had been practically eliminated, and the output of the workers had increased in consequence. <box>327 560 472 609</box>
article-paragraph: With regard to beer, the alcoholic strength of the beer now brewed is only about half that of pre-war beer, and the quantity brewed is only about one-third, so that the actual alcohol consumed in the form of beer is about one-sixth of what it was before the war. <box>327 413 472 453</box>
article-paragraph: Average income earned in 1918—per month—£6 5s. 8d., based on an average earning of 8s. 4d. per day, with 13 per cent. added (5s. 7d.), per month (shift work receiving 8s. 4d. per day). <box>639 487 784 519</box>
table-row <box>639 548 784 556</box>
table-amount: 0 8 0 <box>771 633 784 641</box>
casualty-entry: Bishop, A. E. (H. Bishop, Bell Block, m. August 18. <box>15 154 149 162</box>
article-paragraph: We have no hesitation in stating that the average earnings of the miner during the last six months of 1917 did not exceed £2 7s. 6d. per week. <box>639 203 784 227</box>
table-row <box>639 641 784 649</box>
table-item: 9lb. oatmeal <box>639 354 670 362</box>
casualty-entry: Ferguson, A. J. (A. Ferguson, 56 Ellice St., Wellington, m. August 8. Greenlees, J. T. (Mrs. M. Greenlees, Wellington. 42nd Battalion. <box>15 184 157 208</box>
article-paragraph: The emergency problem is to avert an outbreak of industrial anarchy in the period immediately following the war. Whatever the upshot of such an outbreak, its effects would be almost equally disastrous to all classes of the community. <box>795 104 940 144</box>
table-row <box>639 394 784 402</box>
article-paragraph: The constructive problem is to rebuild, and reorganise our industries to meet the new conditions, to provide for the replenishing of the national capital and maintaining and increasing the national income, to restore the credit which we have rendered to the industrial position as reflected in our foreign trade. <box>795 146 940 195</box>
table-amount: 0 3 0 <box>771 625 784 633</box>
table-item <box>639 67 763 75</box>
table-item: 35lb. flour <box>639 547 666 555</box>
table-item: 6 tins condensed milk <box>639 347 694 355</box>
article-paragraph: In the following week a large seaplane was on patrol at 8.30 a.m., when a submarine was sighted on the surface about eight miles off. Approaching at a height of 600 feet, the seaplane dropped a bomb which fell close alongside the submarine, the explosion lifting her stern out of the water. The crew were seen to abandon the gun and disappear below. <box>171 439 316 496</box>
industrial-policy-headline: INDUSTRIAL POLICY <box>807 45 928 57</box>
article-paragraph: Average income earned in 1914—per month—£5 3s. 4d., (shiftmen receiving 8s. per day) at an average earning of 26 days per month. Price of household foods for a month of Four Weeks in 1914. <box>639 265 784 298</box>
casualty-entry: Cutlers, J. (Otago Infantry Regiment.) Bell, H. L. (Miss M. Donald, 1 July 30. Kirkwood, J. (W. Walker, Pukekohe, m. July 30. <box>15 524 158 548</box>
article-paragraph: The shiftmen, or day-wage worker, is not properly considered at all in the owners' figures. The average number of days on which these men are employed is still less than for the miners. <box>639 169 784 201</box>
article-paragraph: years between 14 and 18. Evening continuation classes are apt to involve objectionable pressure on the young workers, both in mind and body, and further progress should be secured by employing the day-time hours for the purpose. <box>951 42 1097 82</box>
table-amount: 0 2 6 <box>771 594 784 602</box>
deaths-heading: THREE DEATHS <box>56 85 119 94</box>
advertisement: Whooping Cough is a nasty complaint. It should be properly treated right at the start. The following mixture gives wonderful relief, cuts the phlegm away, and instantly eases the breathing. Obtain from any chemist or store a bottle of RHEUMO (Brett's Essential Cough Remedy), and mix with water and sweetening as per simple directions on label. This is a splendid remedy for coughs, colds, sore throat and bronchitis.—Advt. <box>327 673 472 738</box>
table-item: 6 lbs. soap <box>639 362 666 370</box>
casualty-entry: Henderson, W. (A. Henderson, England, m. August 6. <box>15 596 153 604</box>
article-paragraph: We can claim with confidence, he said, "to have made some real progress towards the solution of the drink problem than any country in the world. We can claim further to be on a more durable basis, because the restrictions imposed have not created any tendency among the public to resort to drugs or worse alternatives." <box>327 158 472 215</box>
article-paragraph: The Northern, Southern, and Western Colliery Proprietors' Associations have forwarded a letter, in reply to Mr. A. C. Willis, general secretary of the Federation, suggesting that the claim be discussed at a conference. <box>483 579 628 619</box>
advertisement: Good-bye to the dreaded Tilbury malady. Treat the sufferings of the nerves and the ravages of influenza on the nervous system. Sold everywhere by all Chemists. <box>171 830 316 854</box>
table-item: Clothing <box>639 44 661 51</box>
article-paragraph: It is proposed that the reconstruction of industry should be made the subject of a permanent body representing employers, employees, and the State, whose function it should be to keep the industrial situation under constant review. <box>795 197 940 237</box>
menace-navigation-headline: MENACE TO NAVIGATION <box>966 591 1082 602</box>
table-amount: 0 2 6 <box>771 602 784 610</box>
article-paragraph: It was reported to the Harbourmaster to-day that a number of logs were floating about the harbour entrance, and the masters of vessels have been advised to keep a good look-out. <box>951 622 1097 655</box>
article-paragraph: The position of the drink problem here and the position in the United States, where there is a strong prohibition movement, are quite different. In the United States prohibition has come to be regarded as a matter of settled policy in many parts of the country. <box>327 310 472 350</box>
column-4: THE COAL DEADLOCK MINERS REPLY TO HINE OWNERS EARNING OF WORKERS DISCUSSED The Miners' Federation has issued the following reply to the Coal Owners' statement on August 8:— The coal owners' statement of August 8 would not have been unreasonable if its authors had been fair in their presentation of the case. They fail to mention, for instance, that the men are asked to work longer hours. In the Miners' Federation statement of August 2 we showed the position as regards the number of days worked by the miners, as compared with the days of the owners' figures. We asked for the reason why the owners and the Arbitration Court should support a claim for increased wages when the miners' earnings are admittedly insufficient to maintain a family in reasonable comfort. It is stated in the owners' statement that a miner working full time can earn £6 per week, but the owners do not show how many men earn this amount. If the men are to go on as they are, we must point out that the present state of things is not satisfactory and will lead to serious difficulty. We therefore ask that the Minister of Mines and the Minister of Munitions should go into the matter with a view to arriving at a settlement that will be fair to all parties. The offer made by the owners is considered by the miners to be insufficient, and we ask that the whole question be investigated by an impartial tribunal. The cost of living has increased by 50 per cent. since the war began, and wages have not kept pace with the rise in prices. The Federation asks the public to judge between the miners and the owners on the facts as set forth. STATEMENT BY SIR JAMES ALLEN IF MINERS STRIKE THEY WILL BE LIABLE TO PENALTIES. By Telegraph—Press Association. Christchurch, August 20. Sir James Allen, said to-day that Cabinet was considering the coal miners' position and their threatened strike. If the miners struck they would be liable to penalties under the war regulations. Sir James Allen said he did not think the men would strike, and that the Government would give full consideration to their case. AUSTRALIAN MINES 1917 AGREEMENT UNDER DISCUSSION. Recently the Australasian Coal and Shale Employees' Federation forwarded a claim to all the employers in the coal, shale, and coke industry in the States of New South Wales, Victoria, Queensland, and Tasmania for a minimum daily and hourly wage, and other conditions. The Northern, Southern, and Western Colliery Proprietors' Associations have forwarded a letter, in reply to Mr. A. C. Willis, general secretary of the Federation, suggesting that the claim be discussed at a conference. Petrograd is famous for its summer baths, in which an immense crowd is seen on Saturday and Sunday evenings, especially along the river. <box>478 42 634 1754</box>
article-paragraph: For the sake of the future of British industry, and the benefit of the worker, it is essential that the education of the young should be given full consideration. <box>795 562 940 586</box>
table-row <box>639 316 784 324</box>
good-hunting-headline: GOOD HUNTING <box>197 155 290 168</box>
table-row <box>639 410 784 418</box>
progress-entry: Berry, Cpl. L. J., 25166, Napier. Buckley, E., 34478, Eketahuna. Brookes, G. S., 42556, Wellington. Blackler, R. L., 64270, Wellington. Craig, F. T., 64229, Otaraia. Cunningham, W. B., 42356, Lower Hutt. Deuchs, T. W., 41248, Rangatikei. Garlick, W., 43158, Taihape. Harris, F., 46464, Mangaweka. Hayden, G. J., 30236, Johnsonville. Hopkins, A., 1346, Wanganui. Helder, F., 41128, Masterton. Hemer, E. J., 29021, Wellington. Hervey, J., 4278, Plimmerton. Hunter, T. R., 30232, Featherston. Johnson, J. E., 41253, Eltham. Lamb, A., 34160, Feilding. Mackie, E., 73221, Wanganui. Mcgrory, J. P., 71325, Wellington. Oldham, C. A., 41254, Wellington. Pickens, R. E., 33242, Rangatiki. Punch, W. F., 30239, Wellington. Stewart, R. G., 64172, Masterton. Tracy, A., 35430, Taradale. Wigmore, L. B., 45171, Gisborne. <box>15 880 160 1009</box>
table-row <box>639 610 784 618</box>
article-paragraph: The first bomb struck the bridge fair and square, and the structure collapsed into the river. Other machines following bombed the railway approaches and a troop train that was halted near the bridge. <box>951 340 1097 373</box>
article-paragraph: The coal owners' statement of August 8 would not have been unreasonable if its authors had been fair in their presentation of the case. They fail to mention, for instance, that the men are asked to work longer hours. <box>483 112 628 144</box>
article-paragraph: Recently the Australasian Coal and Shale Employees' Federation forwarded a claim to all the employers in the coal, shale, and coke industry in the States of New South Wales, Victoria, Queensland, and Tasmania for a minimum daily and hourly wage, and other conditions. <box>483 536 628 577</box>
table-item: 5lb. butter <box>639 323 665 331</box>
table-amount: 0 6 0 <box>771 370 784 378</box>
casualties-intro: Yesterday's casualty list of 29 names reported two men killed in action, one man died of sickness, and one other and 23 men wounded, as follow:— <box>15 96 157 120</box>
progress-report-heading: PROGRESS REPORT <box>43 760 132 771</box>
casualty-entry: Field, C. (Mrs. F. M. G. Field, Waipuku, m. July 30. Barrett, C. (W. Barrett, 16 Washington Av., Brooklyn, m. July 26. <box>15 220 153 244</box>
table-row <box>639 625 784 633</box>
table-item: 9lb. oatmeal <box>639 594 670 602</box>
table-row <box>639 563 784 571</box>
table-item: 4 dozen eggs <box>639 570 672 578</box>
table-row <box>639 633 784 641</box>
casualty-entry: Pte. Dpr. Wenmoke—Now Reported Not Wounded. Andrews, W. (Mrs. Fagerson), Rotorua, m. <box>15 345 148 361</box>
casualty-entry: Janes, W. L. (E. E. Janes, Masterton, m. August 10. Wallace, H. C. (H. Wallace, Pahiatua, m. July 26. <box>15 256 146 273</box>
table-amount: 0 5 0 <box>771 323 784 331</box>
casualty-entry: Davis, P. R. (G. Craig, Auckland, m. August 3. Cotton, C. C. (A. B. Cotton, Kawakawa, 3, August 8. Ball, T. H. (A. L. Ball, Mount Albert, m. Clarke, S. E. (S. Clarke, Auckland, m. Naumai, A. W. (F. W. Naumai, Paeroa, m. Yorke, 2nd Lt. W. R. (A. Yorke, Kaeo, 1, August 10. <box>15 405 159 445</box>
table-amount: 0 5 3 <box>771 586 784 594</box>
table-row <box>639 371 784 379</box>
article-paragraph: A system of part-time education for youths between the ages of 14 and 18, who are not receiving whole-time education, would be of the greatest value to industry and should be encouraged. <box>951 84 1097 116</box>
table-amount: 0 4 6 <box>771 315 784 323</box>
table-row <box>639 339 784 347</box>
table-item: Boots <box>639 641 654 649</box>
